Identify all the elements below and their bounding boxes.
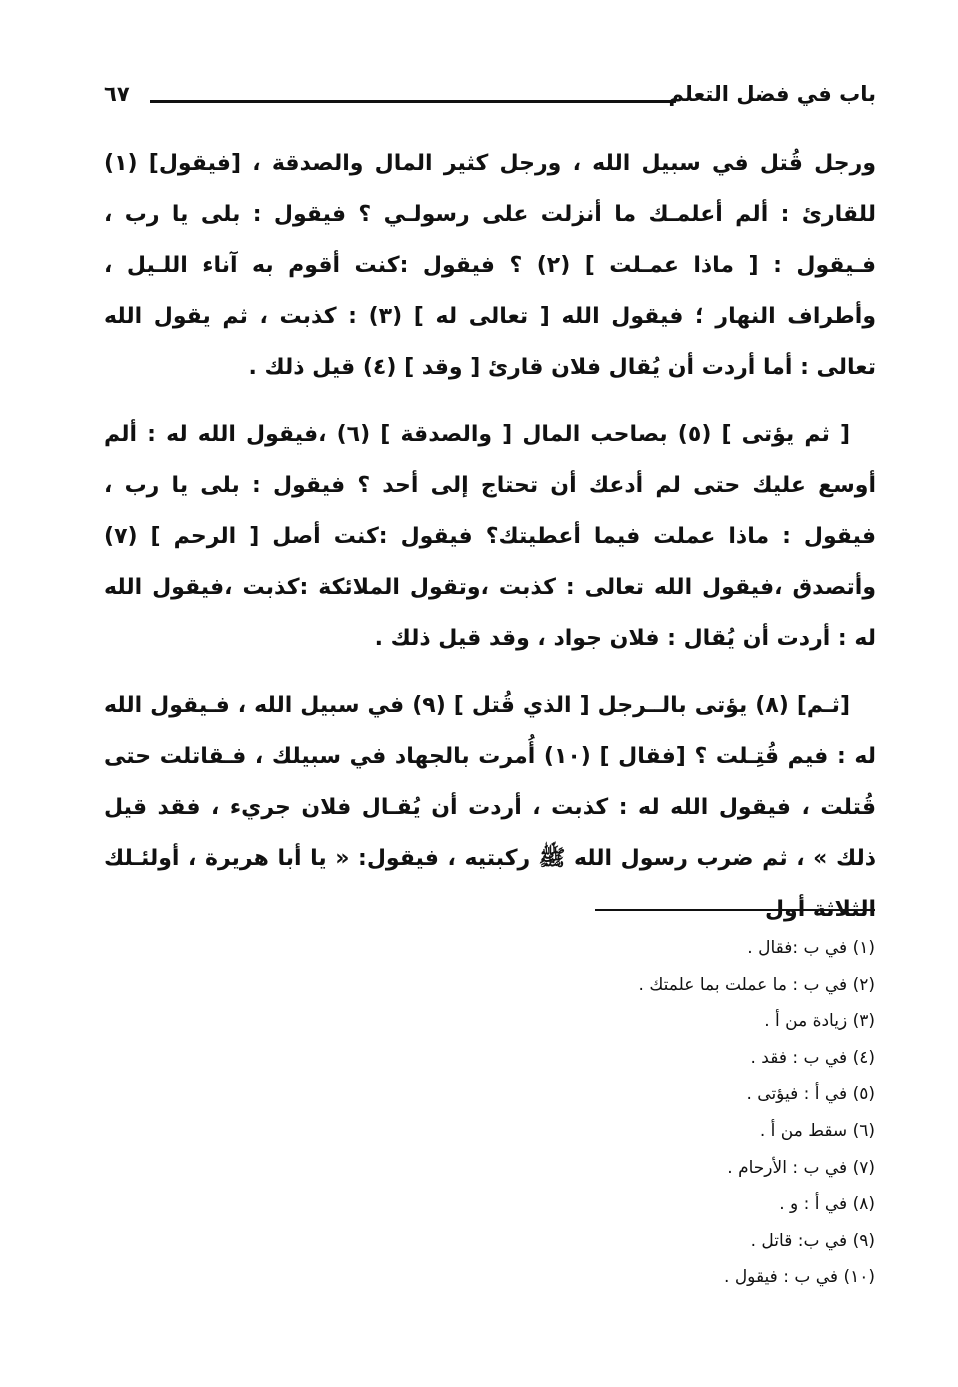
footnote-item: (٩) في ب: قاتل . <box>750 1230 875 1251</box>
header-rule <box>150 100 676 103</box>
footnote-item: (١) في ب :فقال . <box>747 938 875 958</box>
paragraph: [ ثم يؤتى ] (٥) بصاحب المال [ والصدقة ] (٦) ،فيقول الله له : ألم أوسع عليك حتى لم أدعك أن تحتاج إلى أحد ؟ فيقول : بلى يا رب ، فيقول : ماذا عملت فيما أعطيتك؟ فيقول :كنت أصل [ الرحم ] (٧) وأتصدق ،فيقول الله تعالى : كذبت ،وتقول الملائكة :كذبت ،فيقول الله له : أردت أن يُقال : فلان جواد ، وقد قيل ذلك . <box>104 422 876 651</box>
footnote-item: (٦) سقط من أ . <box>759 1120 875 1141</box>
footnotes-list <box>455 930 875 1296</box>
footnote-item: (٧) في ب : الأرحام . <box>727 1157 875 1178</box>
page-number: ٦٧ <box>104 82 130 106</box>
footnote-item: (٢) في ب : ما عملت بما علمتك . <box>638 974 875 995</box>
paragraph: [ثـم] (٨) يؤتى بالــرجل [ الذي قُتل ] (٩) في سبيل الله ، فـيقول الله له : فيم قُتِـلت ؟ [فقال ] (١٠) أُمرت بالجهاد في سبيلك ، فـقاتلت حتى قُتلت ، فيقول الله له : كذبت ، أردت أن يُقـال فلان جريء ، فقد قيل ذلك » ، ثم ضرب رسول الله ﷺ ركبتيه ، فيقول: « يا أبا هريرة ، أولئـلك الثلاثة أول <box>104 693 877 922</box>
footnote-item: (٣) زيادة من أ . <box>764 1011 875 1032</box>
footnote-item: (١٠) في ب : فيقول . <box>724 1267 875 1288</box>
footnote-item: (٤) في ب : فقد . <box>750 1047 875 1068</box>
running-header <box>104 82 876 116</box>
footnote-item: (٥) في أ : فيؤتى . <box>746 1084 875 1105</box>
main-text <box>104 138 876 951</box>
footnote-item: (٨) في أ : و . <box>779 1194 875 1215</box>
footnote-separator <box>595 909 875 911</box>
paragraph: ورجل قُتل في سبيل الله ، ورجل كثير المال والصدقة ، [فيقول] (١) للقارئ : ألم أعلمـك ما أنزلت على رسولـي ؟ فيقول : بلى يا رب ، فـيقول : [ ماذا عمـلت ] (٢) ؟ فيقول :كنت أقوم به آناء اللـيل ، وأطراف النهار ؛ فيقول الله [ تعالى له ] (٣) : كذبت ، ثم يقول الله تعالى : أما أردت أن يُقال فلان قارئ [ وقد ] (٤) قيل ذلك . <box>104 151 876 380</box>
chapter-title: باب في فضل التعلم <box>668 82 876 106</box>
